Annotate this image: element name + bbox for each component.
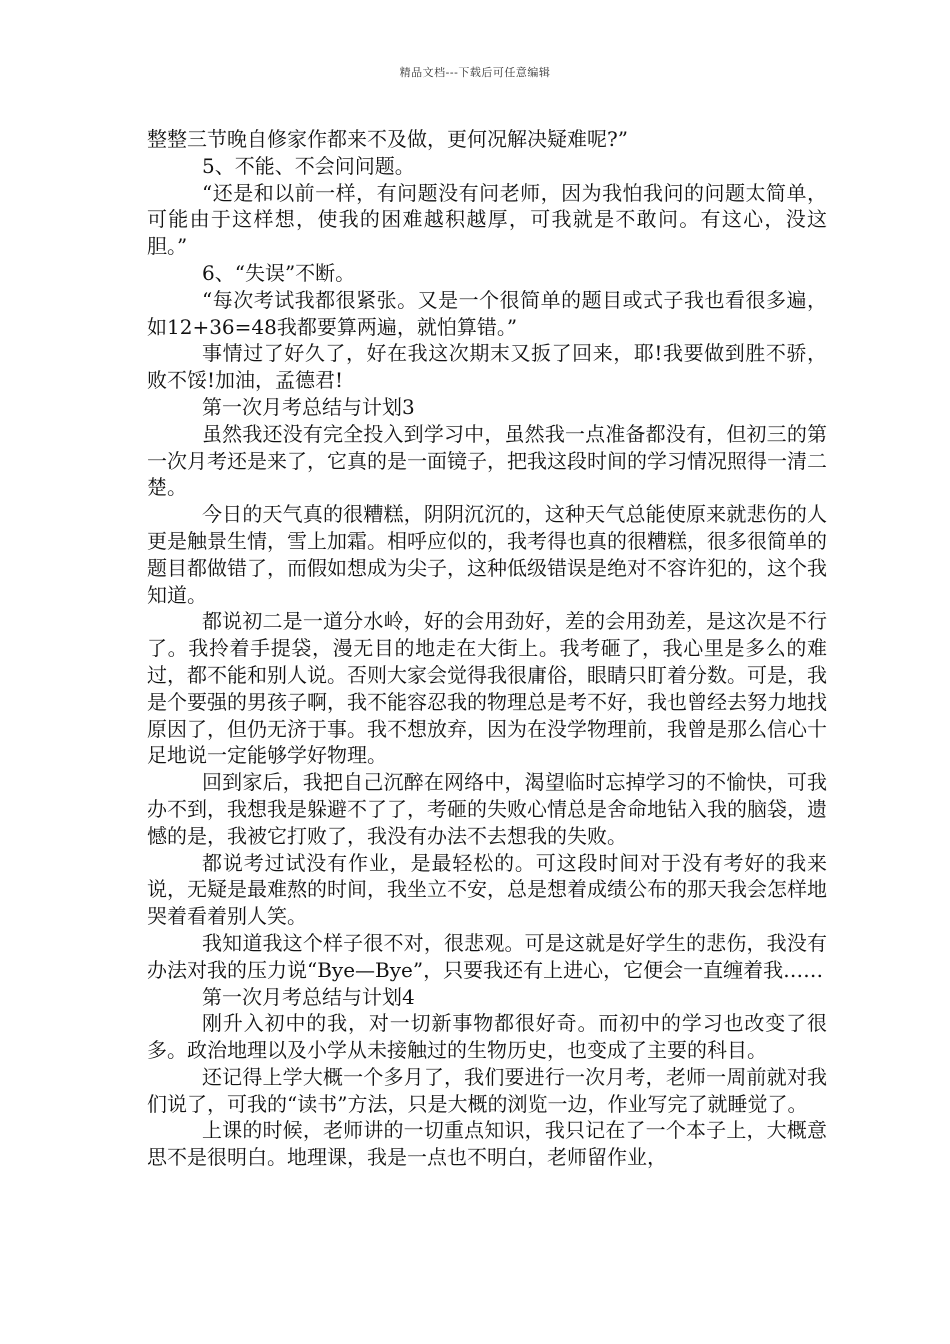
paragraph-4: 6、“失误”不断。 — [202, 260, 356, 285]
section-heading-4: 第一次月考总结与计划4 — [202, 984, 415, 1009]
paragraph-8: 虽然我还没有完全投入到学习中，虽然我一点准备都没有，但初三的第一次月考还是来了，它真的是一面镜子，把我这段时间的学习情况照得一清二楚。 — [147, 421, 827, 500]
section-heading-3: 第一次月考总结与计划3 — [202, 394, 415, 419]
paragraph-9: 今日的天气真的很糟糕，阴阴沉沉的，这种天气总能使原来就悲伤的人更是触景生情，雪上加霜。相呼应似的，我考得也真的很糟糕，很多很简单的题目都做错了，而假如想成为尖子，这种低级错误是绝对不容许犯的，这个我知道。 — [147, 502, 827, 607]
paragraph-13: 我知道我这个样子很不对，很悲观。可是这就是好学生的悲伤，我没有办法对我的压力说“Bye—Bye”，只要我还有上进心，它便会一直缠着我…… — [147, 930, 827, 982]
paragraph-17: 上课的时候，老师讲的一切重点知识，我只记在了一个本子上，大概意思不是很明白。地理课，我是一点也不明白，老师留作业， — [147, 1118, 827, 1170]
document-body — [147, 126, 827, 1171]
paragraph-3: “还是和以前一样，有问题没有问老师，因为我怕我问的问题太简单，可能由于这样想，使我的困难越积越厚，可我就是不敢问。有这心，没这胆。” — [147, 180, 827, 259]
paragraph-11: 回到家后，我把自己沉醉在网络中，渴望临时忘掉学习的不愉快，可我办不到，我想我是躲避不了了，考砸的失败心情总是舍命地钻入我的脑袋，遗憾的是，我被它打败了，我没有办法不去想我的失败。 — [147, 770, 827, 848]
paragraph-2: 5、不能、不会问问题。 — [202, 153, 415, 178]
paragraph-6: 事情过了好久了，好在我这次期末又扳了回来，耶!我要做到胜不骄，败不馁!加油，孟德君! — [147, 341, 827, 393]
paragraph-1: 整整三节晚自修家作都来不及做，更何况解决疑难呢?” — [147, 127, 628, 151]
paragraph-5: “每次考试我都很紧张。又是一个很简单的题目或式子我也看很多遍，如12+36=48我都要算两遍，就怕算错。” — [147, 287, 827, 339]
page-header: 精品文档---下载后可任意编辑 — [399, 66, 551, 79]
paragraph-16: 还记得上学大概一个多月了，我们要进行一次月考，老师一周前就对我们说了，可我的“读书”方法，只是大概的浏览一边，作业写完了就睡觉了。 — [147, 1064, 827, 1116]
paragraph-12: 都说考过试没有作业，是最轻松的。可这段时间对于没有考好的我来说，无疑是最难熬的时间，我坐立不安，总是想着成绩公布的那天我会怎样地哭着看着别人笑。 — [147, 850, 827, 929]
paragraph-10: 都说初二是一道分水岭，好的会用劲好，差的会用劲差，是这次是不行了。我拎着手提袋，漫无目的地走在大街上。我考砸了，我心里是多么的难过，都不能和别人说。否则大家会觉得我很庸俗，眼睛只盯着分数。可是，我是个要强的男孩子啊，我不能容忍我的物理总是考不好，我也曾经去努力地找原因了，但仍无济于事。我不想放弃，因为在没学物理前，我曾是那么信心十足地说一定能够学好物理。 — [147, 609, 827, 768]
paragraph-15: 刚升入初中的我，对一切新事物都很好奇。而初中的学习也改变了很多。政治地理以及小学从未接触过的生物历史，也变成了主要的科目。 — [147, 1011, 827, 1063]
